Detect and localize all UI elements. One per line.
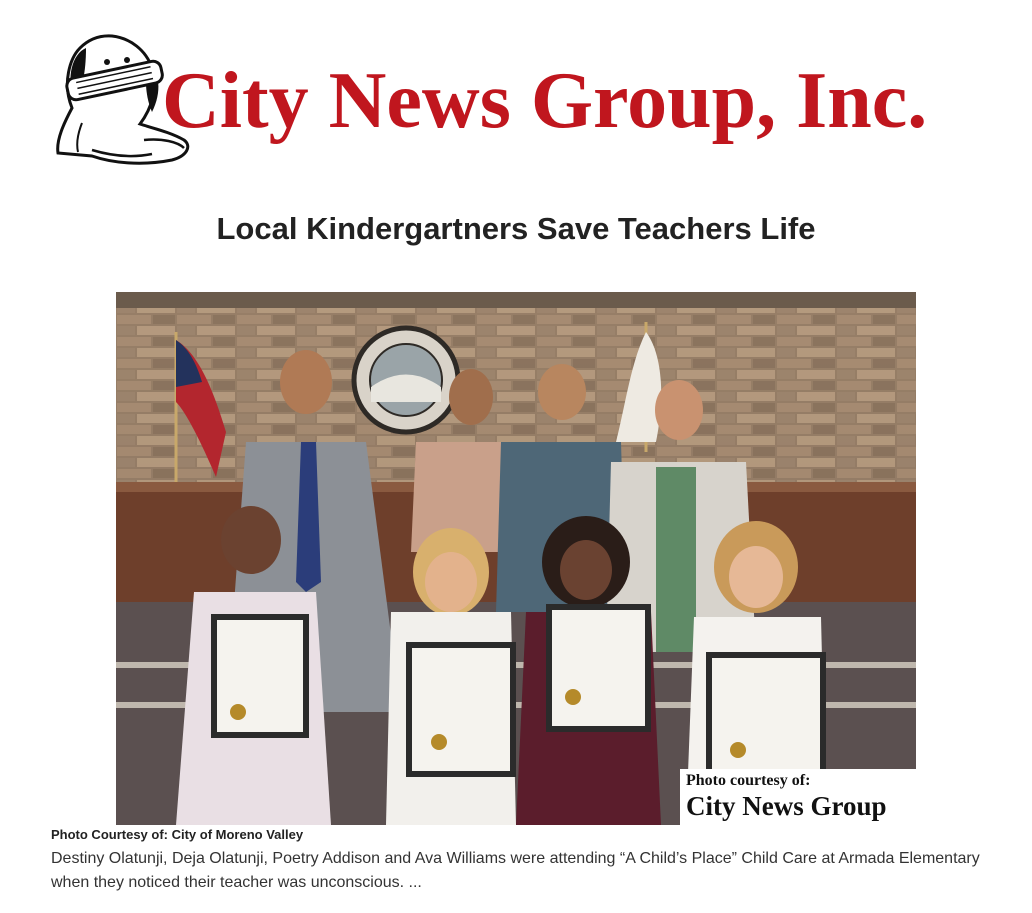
article-headline[interactable]: Local Kindergartners Save Teachers Life — [216, 211, 816, 246]
photo-scene — [116, 292, 916, 825]
masthead-title[interactable]: City News Group, Inc. — [162, 57, 928, 145]
masthead — [52, 28, 982, 178]
article-summary[interactable]: Destiny Olatunji, Deja Olatunji, Poetry Addison and Ava Williams were attending “A Child’s Place” Child Care at Armada Elementary when they noticed their teacher was unconscious. ... — [51, 850, 980, 891]
photo-watermark — [680, 769, 916, 825]
watermark-brand: City News Group — [686, 791, 887, 821]
watermark-caption: Photo courtesy of: — [686, 772, 811, 789]
photo-credit: Photo Courtesy of: City of Moreno Valley — [51, 827, 304, 842]
article-photo[interactable] — [116, 292, 916, 825]
